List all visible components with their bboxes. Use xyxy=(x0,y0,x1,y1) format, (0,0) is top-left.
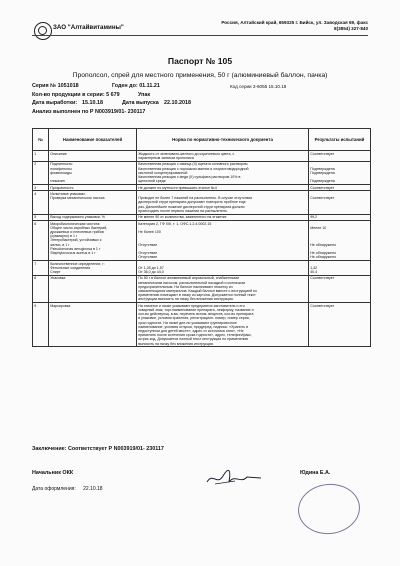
cell-norm-line: наименование, условия отпуска, предупред. надпись: «Хранить в xyxy=(138,324,248,329)
cell-result-line: Не обнаружено xyxy=(310,242,337,247)
cell-number: 9 xyxy=(33,303,49,347)
series-number: Серия № 1051018 xyxy=(32,83,79,89)
cell-result xyxy=(309,191,371,214)
cell-norm-line: предохранительным. На баллон наклеивают этикетку из xyxy=(138,284,233,289)
cell-norm-line: срок годности. На пачке дел-но указывают группировочное xyxy=(138,320,237,325)
cell-indicator-line: Проверка механического насоса xyxy=(50,196,105,201)
cell-result-line: Не обнаружено xyxy=(310,255,337,260)
release-date-label: Дата выпуска xyxy=(122,100,159,106)
cell-norm xyxy=(137,303,309,347)
cell-result-line: Не обнаружено xyxy=(310,250,337,255)
cell-indicator-line: Выход содержимого упаковки, % xyxy=(50,215,105,220)
cell-norm-line: недоступном для детей месте», адрес от источника огня», «Не xyxy=(138,329,244,333)
cell-result xyxy=(309,275,371,302)
cell-indicator-line: Фенольные соединения xyxy=(50,265,91,270)
cell-indicator-line: желчи, в 1 г xyxy=(50,242,70,247)
cell-norm-line: Качественная реакция с меди (II) сульфата раствором 10% в xyxy=(138,174,241,179)
quantity-unit: Упак xyxy=(138,91,151,98)
cell-indicator-line: Спирт xyxy=(50,269,61,274)
col-header-number: № xyxy=(33,129,49,151)
cell-result xyxy=(309,303,371,347)
cell-norm-line: применению помещают в пачку из картона. Допускается полный текст xyxy=(138,293,256,298)
cell-norm-line: От 1,28 до 1,57 xyxy=(138,265,164,270)
cell-indicator-line: Количественное определение, г: xyxy=(50,261,105,266)
cell-number: 5 xyxy=(33,214,49,220)
cell-norm-line: От 36,0 до 44,0 xyxy=(138,269,164,274)
cell-norm-line: Категория 2, ГФ XIII, т. 1, ОФС.1.2.4.0002.15 xyxy=(138,221,212,226)
cell-result-line: 99,2 xyxy=(310,215,318,220)
header-divider xyxy=(32,35,368,36)
cell-indicator xyxy=(49,151,137,162)
signature-icon xyxy=(205,468,263,488)
cell-norm-line: Не более 100 xyxy=(138,229,161,234)
batch-quantity: Кол-во продукции в серии: 5 679 xyxy=(32,91,120,98)
batch-info xyxy=(32,82,372,116)
cell-norm-line: Качественная реакция с свинца (II) ацетата основного раствором xyxy=(138,162,248,167)
cell-norm-line: происходить после первого нажатия на распылитель. xyxy=(138,208,228,213)
cell-norm xyxy=(137,220,309,260)
cell-norm-line: в упаковке, условия хранения, регистрацион. номер, номер серии, xyxy=(138,316,250,321)
cell-indicator-line: Подлинность: xyxy=(50,162,74,167)
cell-indicator-line: Описание xyxy=(50,151,67,156)
table-row xyxy=(33,161,371,184)
cell-norm-line: Отсутствие xyxy=(138,242,158,247)
cell-number: 8 xyxy=(33,275,49,302)
table-row xyxy=(33,303,371,347)
cell-indicator-line: Упаковка xyxy=(50,276,66,281)
table-row xyxy=(33,151,371,162)
cell-indicator-line: Pseudomonas aeruginosa в 1 г xyxy=(50,246,101,251)
cell-result-line: Соответствует xyxy=(310,151,335,156)
test-results-table xyxy=(32,128,371,347)
table-row xyxy=(33,275,371,302)
cell-result-line: Менее 10 xyxy=(310,225,327,230)
production-date-label: Дата выработки: xyxy=(32,100,78,106)
cell-result xyxy=(309,151,371,162)
cell-result-line: 1,42 xyxy=(310,265,318,270)
cell-norm-line: инструкции выносить на пачку без вложения инструкции. xyxy=(138,297,234,302)
cell-indicator xyxy=(49,191,137,214)
cell-norm-line: характерным запахом прополиса xyxy=(138,155,194,160)
cell-number: 6 xyxy=(33,220,49,260)
conclusion: Заключение: Соответствует Р N003919/01- 230117 xyxy=(32,446,164,452)
cell-number: 2 xyxy=(33,161,49,184)
cell-number: 3 xyxy=(33,184,49,190)
cell-number: 1 xyxy=(33,151,49,162)
cell-indicator xyxy=(49,275,137,302)
cell-indicator-line: флавоноиды xyxy=(50,170,72,175)
cell-indicator-line: Энтеробактерий, устойчивых к xyxy=(50,238,102,243)
cell-norm xyxy=(137,275,309,302)
cell-result-line: Подтверждена xyxy=(310,170,335,175)
col-header-indicator: Наименование показателей xyxy=(49,129,137,151)
batch-code: Код серии 3-6055 15.10.18 xyxy=(230,84,287,89)
cell-norm-line: Качественная реакция с порошком магния и хлористоводородной xyxy=(138,166,249,171)
cell-indicator-line: гликазин xyxy=(50,179,65,184)
cell-norm-line: Жидкость от зеленовато-желтого до коричневого цвета, с xyxy=(138,151,235,156)
release-date: 22.10.2018 xyxy=(164,100,191,106)
col-header-norm: Норма по нормативно-технического документа xyxy=(137,129,309,151)
cell-indicator-line: Испытание упаковки: xyxy=(50,191,86,196)
address-line-1: Россия, Алтайский край, 659325 г. Бийск, ул. Заводская 69, факс xyxy=(221,20,368,25)
cell-indicator xyxy=(49,220,137,260)
col-header-result: Результаты испытаний xyxy=(309,129,371,151)
cell-norm-line: щелочной среде xyxy=(138,179,166,184)
analysis-reference: Анализ выполнен по Р N003919/01- 230117 xyxy=(32,108,146,115)
cell-norm-line: механическим насосом, распылительной насадкой и колпачком xyxy=(138,280,245,285)
cell-result-line: 40,4 xyxy=(310,269,318,274)
table-header-row xyxy=(33,129,371,151)
cell-indicator-line: полифенолы xyxy=(50,166,72,171)
cell-norm-line: Проводят не более 7 нажатий на распылитель. В случае отсутствия xyxy=(138,196,253,201)
production-date: 15.10.18 xyxy=(82,100,103,106)
cell-norm xyxy=(137,161,309,184)
cell-indicator-line: дрожжевых и плесневых грибов xyxy=(50,229,104,234)
cell-indicator-line: Общее число аэробных бактерий, xyxy=(50,225,108,230)
page-title: Паспорт № 105 xyxy=(167,56,233,66)
cell-norm xyxy=(137,191,309,214)
cell-norm-line: штрих-код. Допускается полный текст инструкции по применению xyxy=(138,337,249,342)
issue-date: 22.10.18 xyxy=(83,486,103,492)
product-name: Прополсол, спрей для местного применения, 50 г (алюминиевый баллон, пачка) xyxy=(72,72,328,79)
cell-number: 7 xyxy=(33,260,49,275)
cell-indicator xyxy=(49,303,137,347)
cell-result xyxy=(309,260,371,275)
cell-norm-line: По 50 г в баллон алюминиевый аэрозольный, снабженными xyxy=(138,276,239,281)
company-address xyxy=(221,20,368,32)
cell-indicator-line: Микробиологическая чистота: xyxy=(50,221,101,226)
cell-norm-line: применять после истечения срока годности», адрес, телефон/факс, xyxy=(138,333,252,338)
cell-norm-line: Отсутствие xyxy=(138,255,158,260)
cell-norm-line: Не менее 90 от количества, заявленного на этикетке xyxy=(138,215,227,220)
address-line-2: 8(3854) 327-840 xyxy=(334,26,368,31)
cell-norm-line: раз. Дальнейшее пожатие дисперсной струи препарата должно xyxy=(138,204,245,209)
chief-title: Начальник ОКК xyxy=(32,470,74,476)
issue-date-block xyxy=(32,486,103,492)
cell-norm-line: товарный знак, торг.наименование препарата, лекформу, название и xyxy=(138,307,254,312)
cell-norm-line: Не должен по мутности превышать эталон №4 xyxy=(138,185,217,190)
issue-date-label: Дата оформления: xyxy=(32,486,76,492)
cell-norm-line: самоклеющихся материалов. Каждый баллон вместе с инструкцией по xyxy=(138,288,258,293)
cell-norm xyxy=(137,151,309,162)
cell-result-line: Соответствует xyxy=(310,276,335,281)
cell-indicator-line: Прозрачность xyxy=(50,185,74,190)
cell-norm-line: кислотой концентрированной xyxy=(138,170,188,175)
stamp-icon xyxy=(296,481,363,537)
cell-result-line: Соответствует xyxy=(310,185,335,190)
cell-indicator xyxy=(49,260,137,275)
cell-result xyxy=(309,161,371,184)
expiry-date: Годен до: 01.11.21 xyxy=(112,83,160,89)
cell-indicator-line: Staphylococcus aureus в 1 г xyxy=(50,250,96,255)
table-body xyxy=(33,151,371,347)
cell-norm-line: выносить на пачку без вложения инструкции. xyxy=(138,341,214,346)
cell-indicator-line: Маркировка xyxy=(50,303,71,308)
signer-name: Юдина Е.А. xyxy=(300,470,331,476)
cell-indicator xyxy=(49,161,137,184)
cell-norm-line: На этикетке и пачке указывают предприятие-изготовитель и его xyxy=(138,303,245,308)
cell-result-line: Подтверждена xyxy=(310,166,335,171)
table-row xyxy=(33,220,371,260)
cell-norm-line: Отсутствие xyxy=(138,250,158,255)
cell-norm xyxy=(137,260,309,275)
cell-result-line: Подтверждена xyxy=(310,179,335,184)
cell-result xyxy=(309,220,371,260)
cell-number: 4 xyxy=(33,191,49,214)
cell-result-line: Соответствует xyxy=(310,196,335,201)
cell-indicator-line: (суммарно) в 1 г xyxy=(50,234,78,239)
table-row xyxy=(33,260,371,275)
cell-norm-line: дисперсной струи препарата допускают повторить пробное еще xyxy=(138,200,246,205)
company-logo-icon xyxy=(34,22,52,40)
company-name: ЗАО "Алтайвитамины" xyxy=(53,24,124,31)
table-row xyxy=(33,191,371,214)
cell-result-line: Соответствует xyxy=(310,303,335,308)
cell-norm-line: кол-во действующ. в-ва, перечень вспом. веществ, кол-во препарата xyxy=(138,312,254,317)
